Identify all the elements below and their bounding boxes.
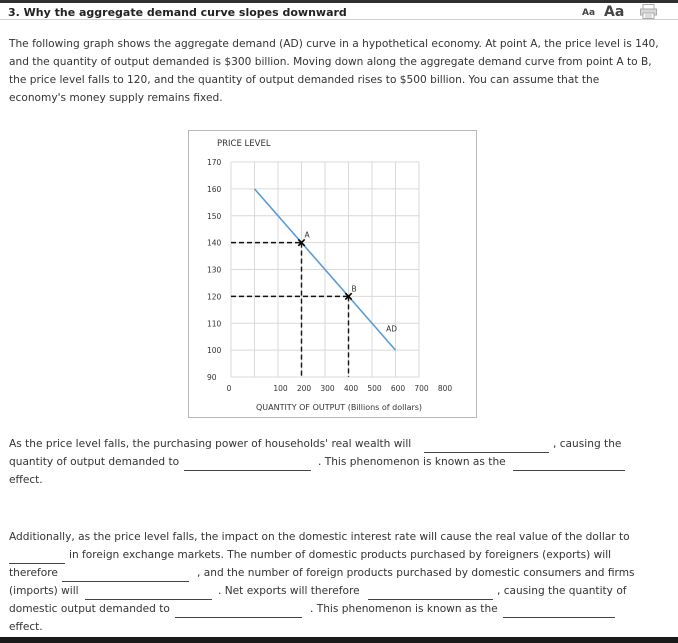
p2-text-9: . This phenomenon is known as the <box>310 603 498 615</box>
point-label-A: A <box>304 230 310 240</box>
ad-curve-label: AD <box>386 324 398 334</box>
graph-panel <box>188 130 477 418</box>
p2-text-3: therefore <box>9 567 58 579</box>
y-axis-label: PRICE LEVEL <box>217 139 271 149</box>
p2-blank-effect[interactable] <box>503 617 615 618</box>
p2-text-7: , causing the quantity of <box>497 585 627 597</box>
p2-text-5: (imports) will <box>9 585 79 597</box>
header-bar <box>0 0 678 20</box>
p1-blank-effect[interactable] <box>513 470 625 471</box>
point-label-B: B <box>351 284 357 294</box>
p1-text-1: As the price level falls, the purchasing power of households' real wealth will <box>9 438 412 450</box>
x-tick-label: 100 <box>273 384 288 393</box>
intro-text: The following graph shows the aggregate demand (AD) curve in a hypothetical economy. At point A, the price level is 140, and the quantity of output demanded is $300 billion. Moving down along the aggregate demand curve from point A to B, the price level falls to 120, and the quantity of output demanded rises to $500 billion. You can assume that the economy's money supply remains fixed. <box>9 38 659 104</box>
x-axis-label: QUANTITY OF OUTPUT (Billions of dollars) <box>255 403 423 412</box>
x-tick-label: 600 <box>390 384 406 393</box>
y-tick-label: 100 <box>207 346 222 356</box>
y-tick-label: 150 <box>207 211 222 221</box>
y-tick-label: 90 <box>207 373 217 382</box>
y-tick-label: 160 <box>207 184 222 194</box>
p2-text-1: Additionally, as the price level falls, the impact on the domestic interest rate will cause the real value of the dollar to <box>9 531 630 543</box>
p2-blank-exports[interactable] <box>62 581 189 582</box>
p1-blank-quantity[interactable] <box>184 470 311 471</box>
p1-text-5: effect. <box>9 474 43 486</box>
x-tick-label: 500 <box>367 384 382 393</box>
p1-text-3: quantity of output demanded to <box>9 456 180 468</box>
y-tick-label: 130 <box>207 265 222 275</box>
x-tick-label: 800 <box>437 384 453 393</box>
p1-line1 <box>9 435 411 453</box>
x-tick-label: 400 <box>343 384 359 393</box>
p2-text-2: in foreign exchange markets. The number of domestic products purchased by foreigners (exports) will <box>69 549 612 561</box>
question-title: 3. Why the aggregate demand curve slopes downward <box>8 6 347 19</box>
x-tick-label: 700 <box>414 384 429 393</box>
p1-text-2: , causing the <box>553 438 622 450</box>
x-tick-label: 0 <box>226 384 232 393</box>
y-tick-label: 120 <box>207 292 222 302</box>
font-decrease-button[interactable]: Aa <box>582 8 596 18</box>
p2-text-6: . Net exports will therefore <box>218 585 360 597</box>
p2-text-4: , and the number of foreign products purchased by domestic consumers and firms <box>197 567 635 579</box>
y-tick-label: 110 <box>207 319 222 329</box>
p1-text-4: . This phenomenon is known as the <box>318 456 506 468</box>
bottom-bar <box>0 637 678 643</box>
ad-chart <box>189 131 476 417</box>
printer-icon[interactable] <box>640 4 657 19</box>
x-tick-label: 200 <box>296 384 312 393</box>
p2-blank-output[interactable] <box>175 617 302 618</box>
y-tick-label: 140 <box>207 238 222 248</box>
y-tick-label: 170 <box>207 158 222 167</box>
p2-text-8: domestic output demanded to <box>9 603 170 615</box>
font-increase-button[interactable]: Aa <box>604 4 625 20</box>
p2-text-10: effect. <box>9 621 43 633</box>
x-tick-label: 300 <box>320 384 335 393</box>
